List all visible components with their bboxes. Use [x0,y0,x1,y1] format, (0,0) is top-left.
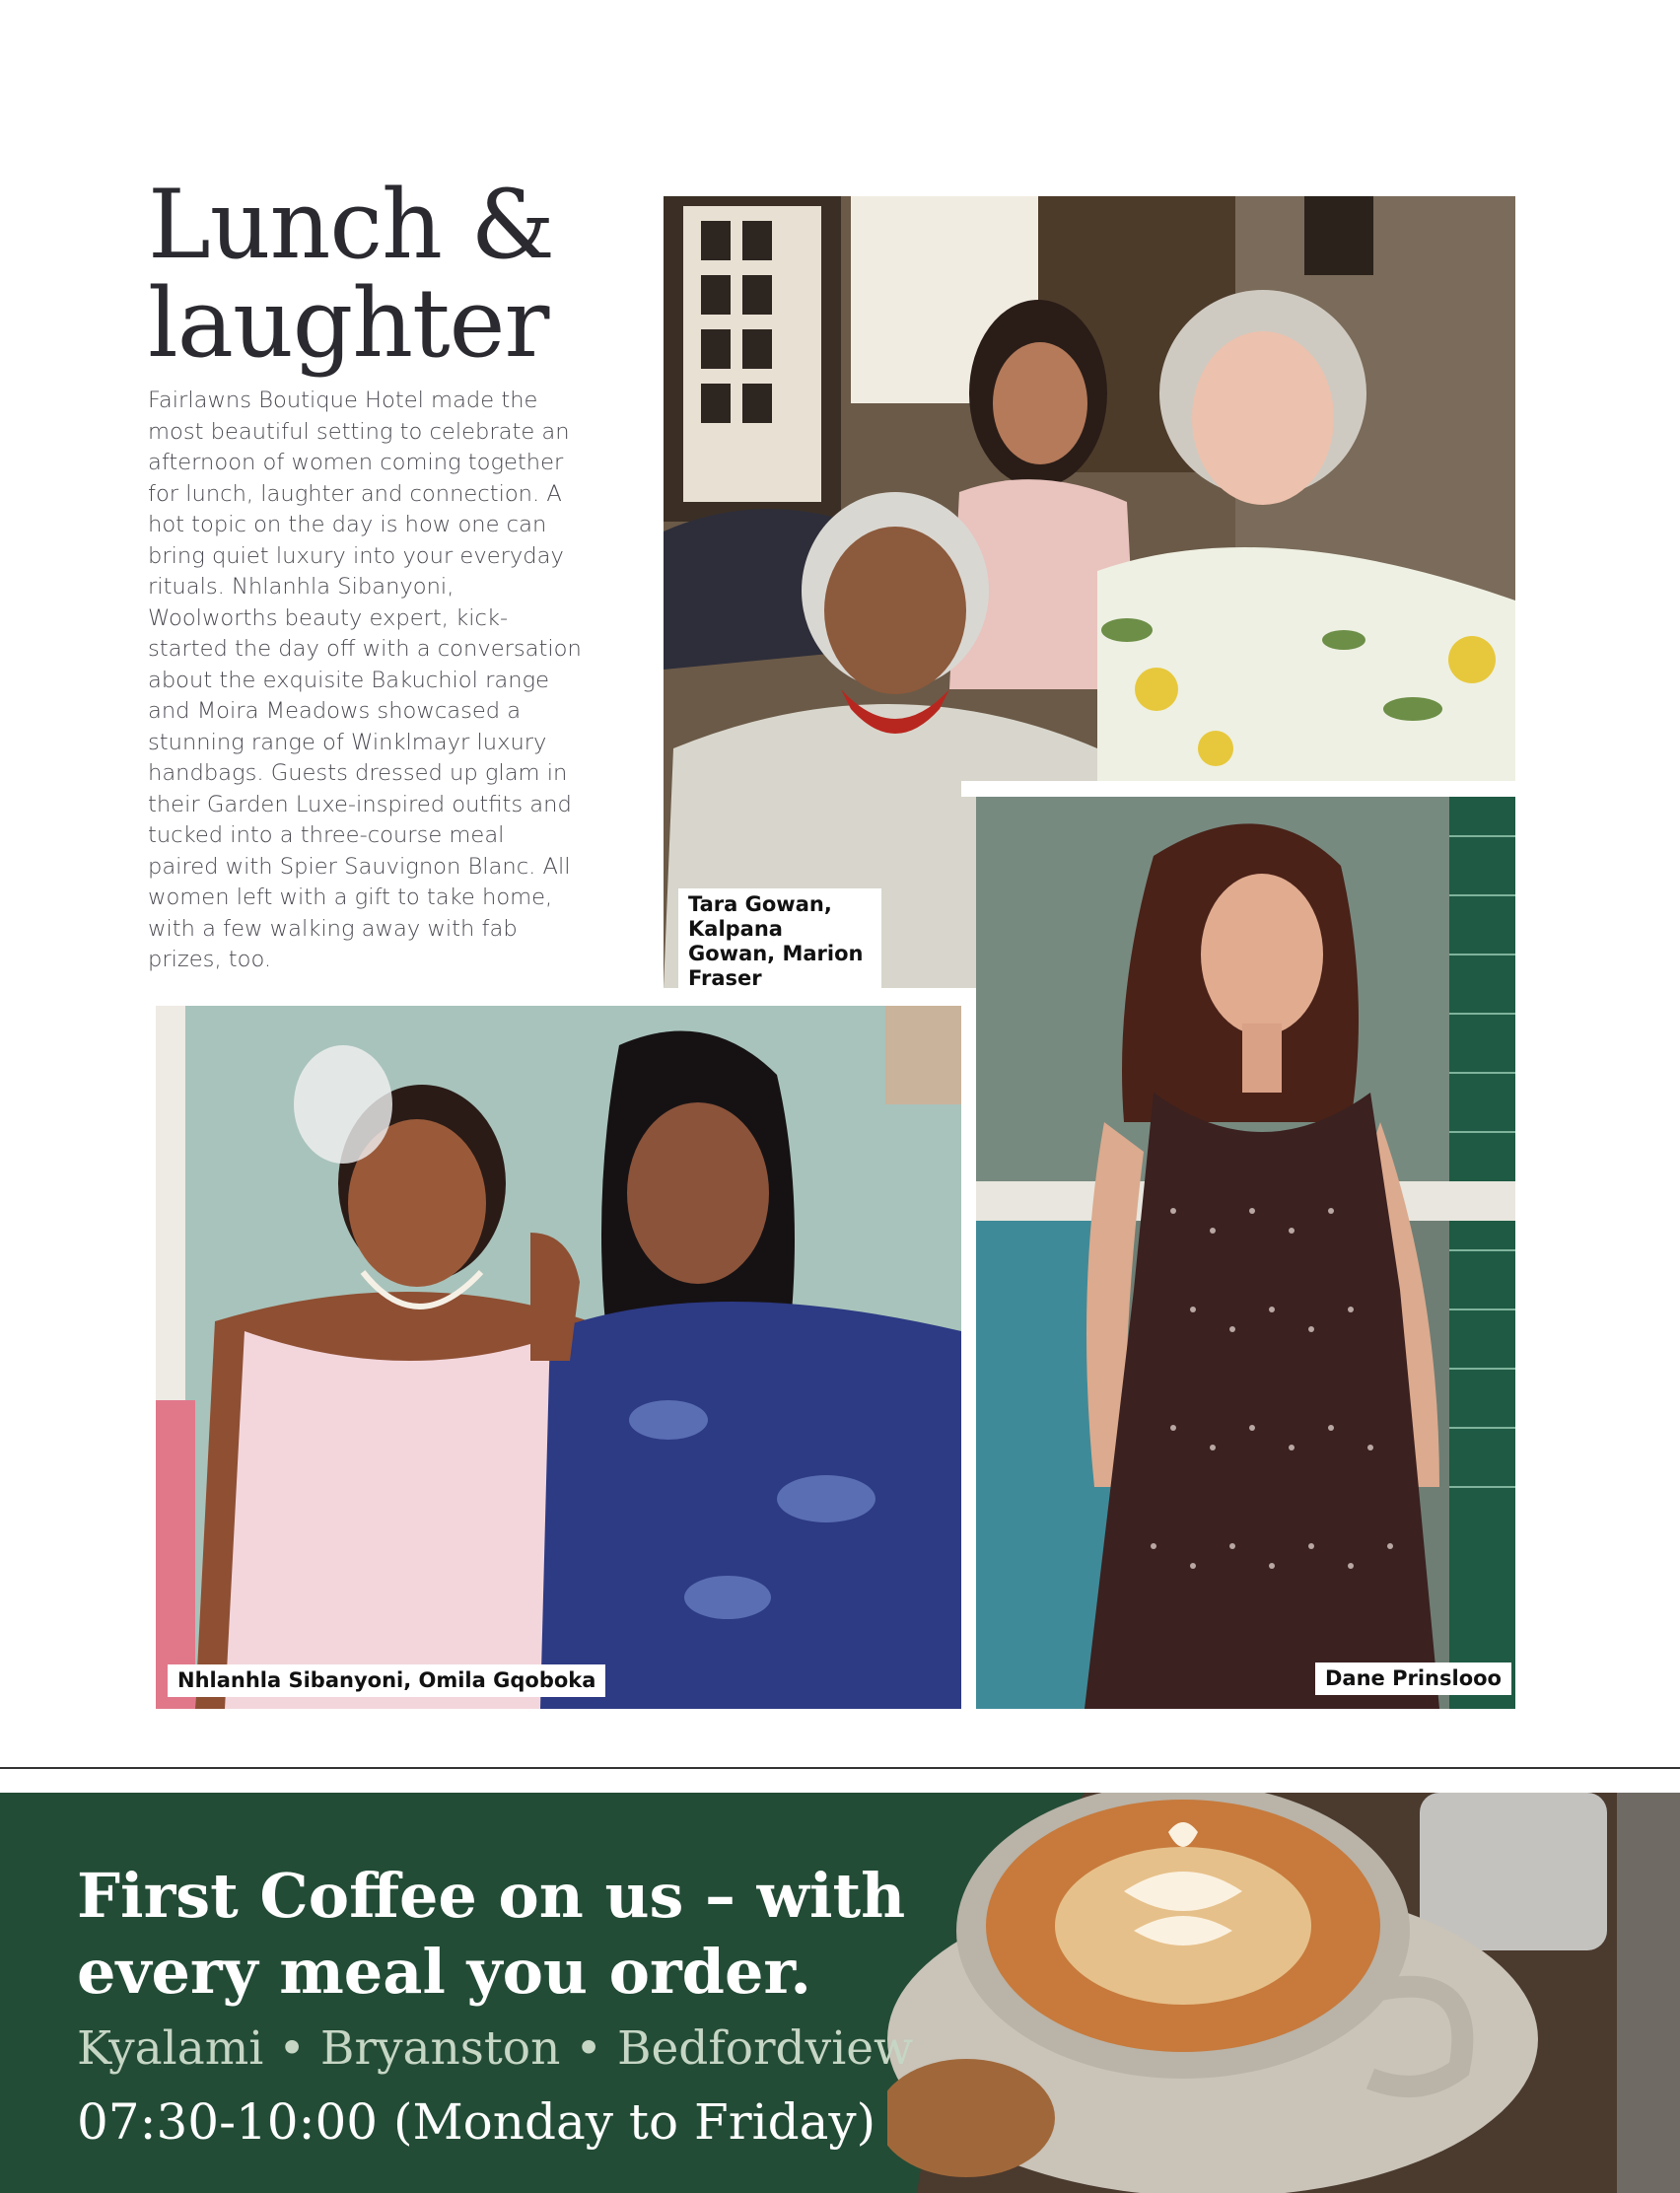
duo-photo-caption: Nhlanhla Sibanyoni, Omila Gqoboka [168,1664,605,1697]
ad-headline-line-2: every meal you order. [77,1936,811,2008]
ad-locations: Kyalami • Bryanston • Bedfordview [77,2021,914,2076]
ad-headline-line-1: First Coffee on us – with [77,1860,906,1932]
coffee-ad-banner [0,1793,1680,2193]
portrait-photo-caption: Dane Prinslooo [1315,1662,1511,1695]
article-headline [148,170,661,379]
ad-hours: 07:30-10:00 (Monday to Friday) [77,2093,876,2151]
ad-headline [77,1858,964,2010]
portrait-photo [976,797,1515,1709]
article-body: Fairlawns Boutique Hotel made the most beautiful setting to celebrate an afternoon of women coming together for lunch, laughter and connection. A hot topic on the day is how one can bring quiet luxury into your everyday rituals. Nhlanhla Sibanyoni, Woolworths beauty expert, kick-started the day off with a conversation about the exquisite Bakuchiol range and Moira Meadows showcased a stunning range of Winklmayr luxury handbags. Guests dressed up glam in their Garden Luxe-inspired outfits and tucked into a three-course meal paired with Spier Sauvignon Blanc. All women left with a gift to take home, with a few walking away with fab prizes, too. [148,388,582,972]
group-photo-caption: Tara Gowan, Kalpana Gowan, Marion Fraser [678,888,881,995]
section-divider [0,1767,1680,1769]
headline-line-2: laughter [148,268,549,379]
headline-line-1: Lunch & [148,170,554,280]
coffee-cup-photo [887,1793,1680,2193]
duo-photo [156,1006,961,1709]
photo-gap [961,781,1533,797]
